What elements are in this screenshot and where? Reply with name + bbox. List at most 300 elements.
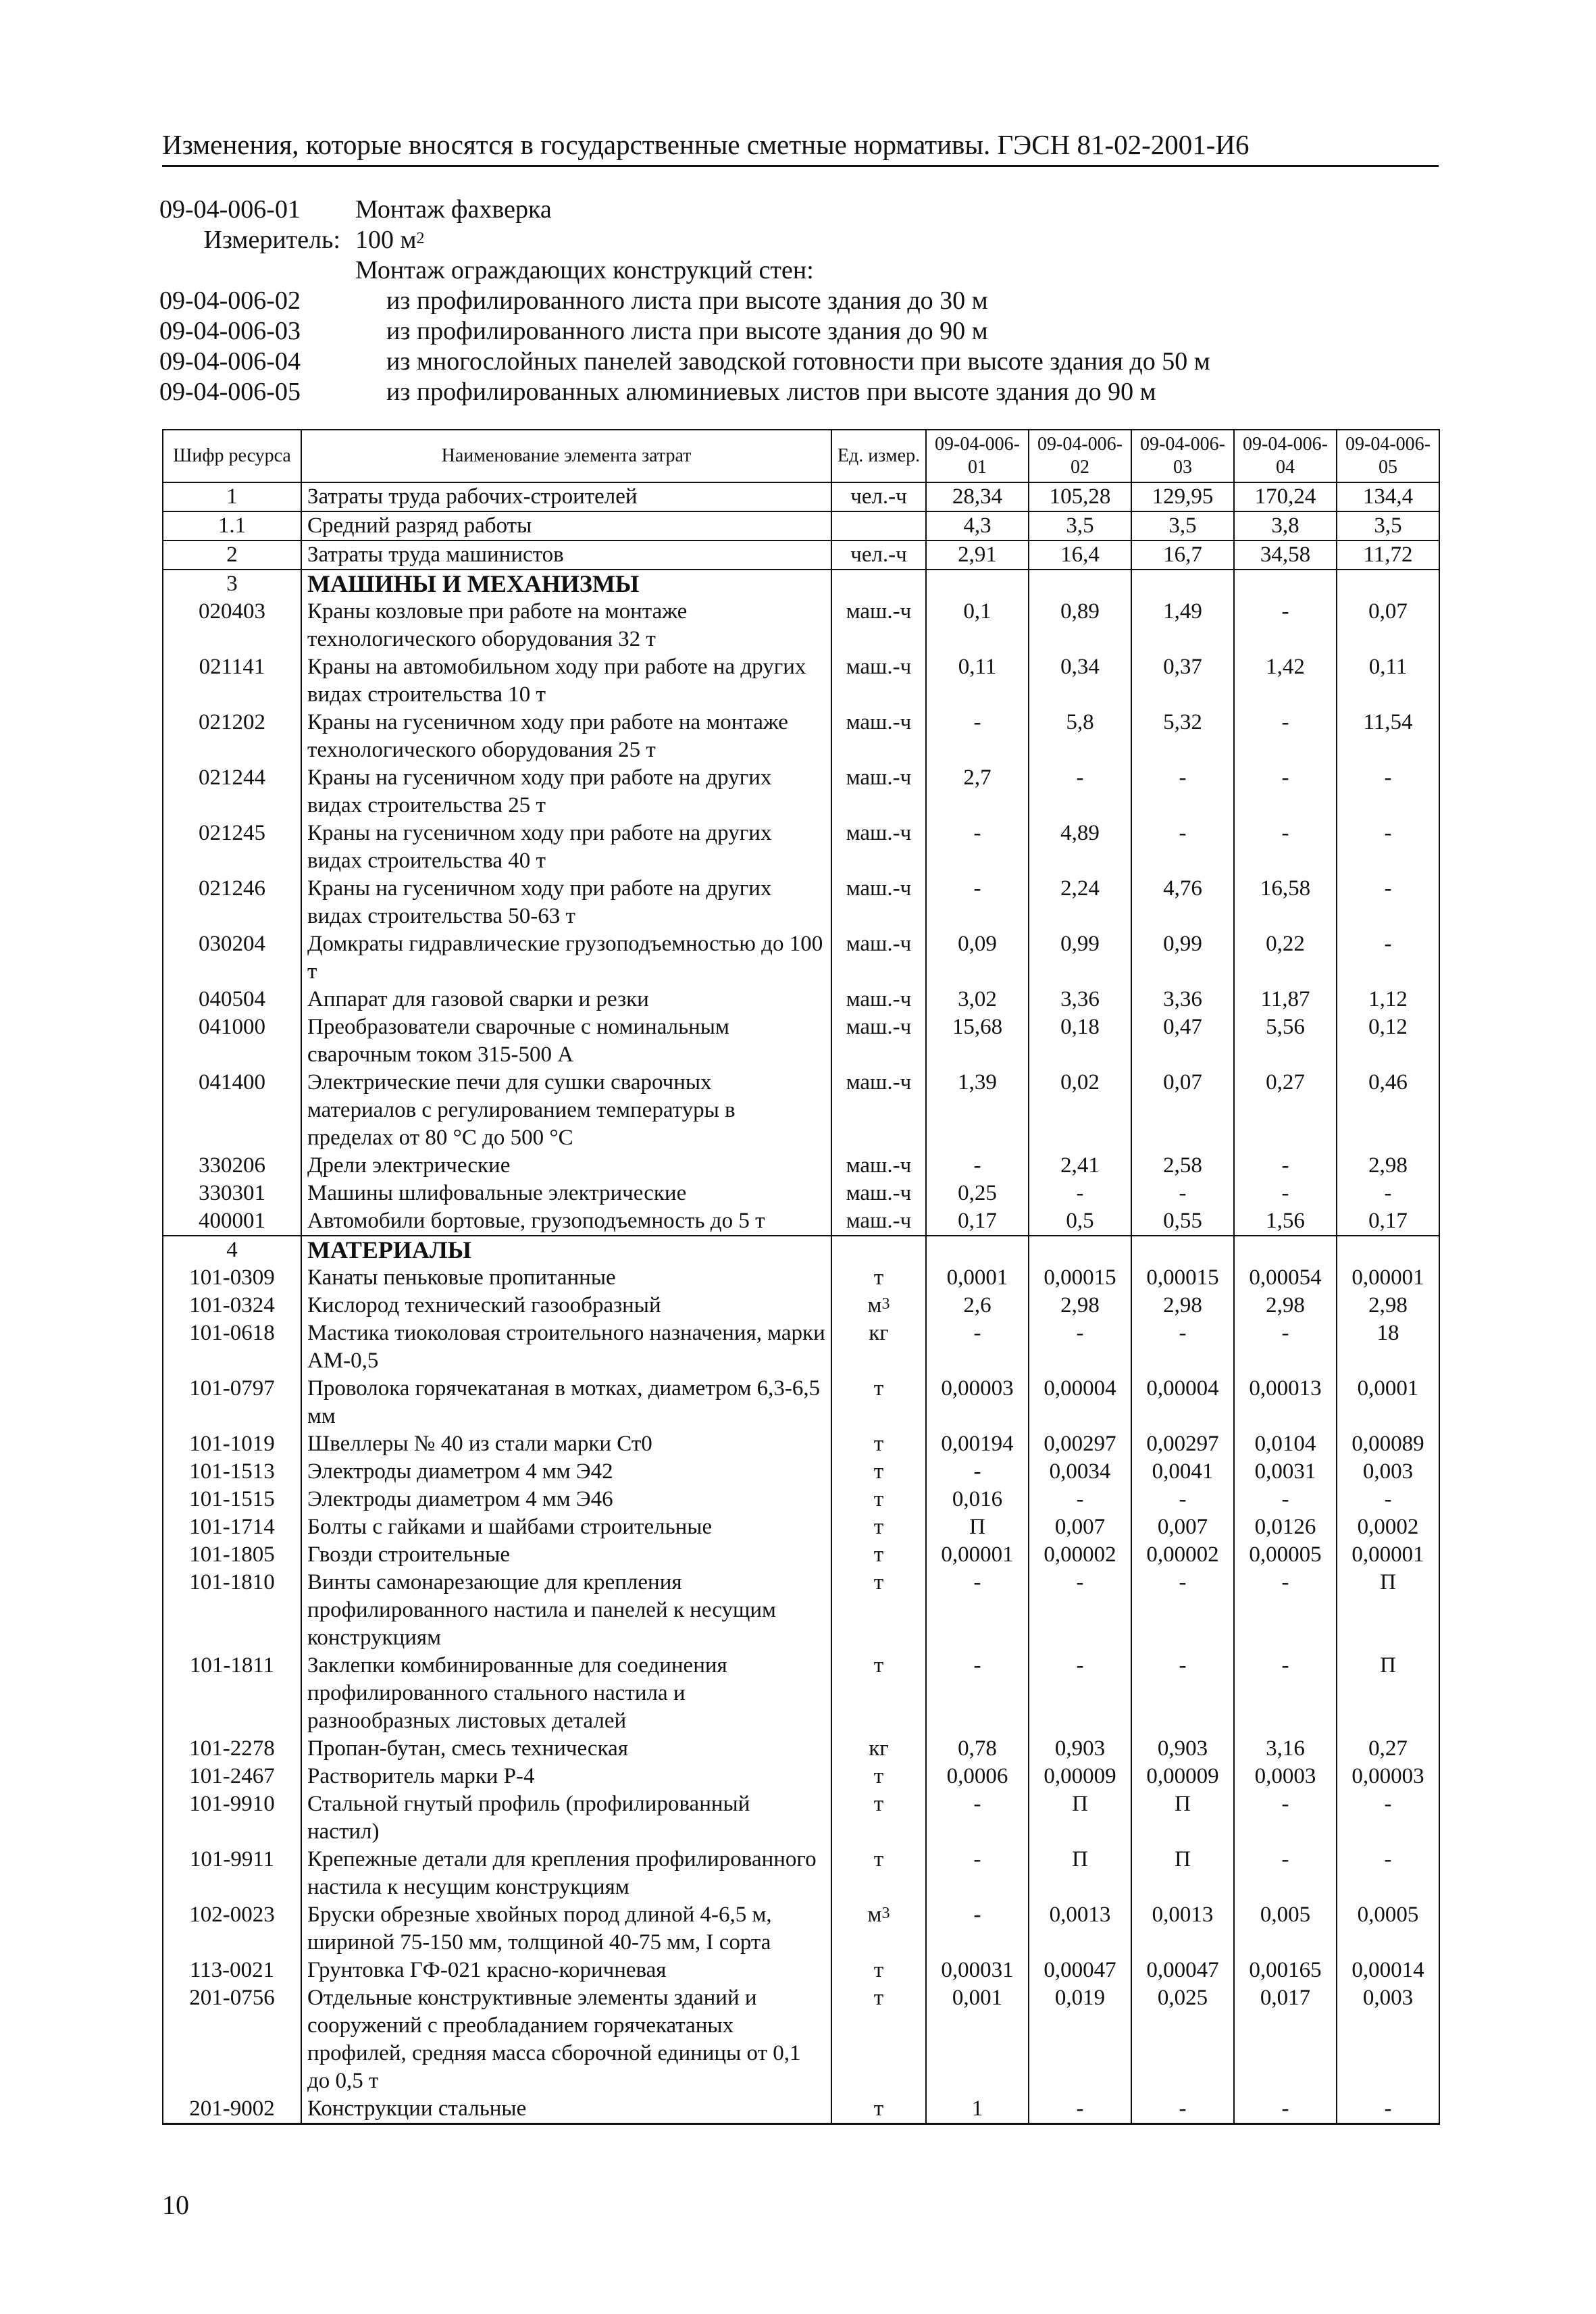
cell-value: 2,98 <box>1131 1292 1234 1319</box>
cell-name: Крепежные детали для крепления профилированного настила к несущим конструкциям <box>301 1846 831 1901</box>
resource-table <box>162 429 1440 2125</box>
cell-value: 5,32 <box>1131 709 1234 764</box>
cell-value: - <box>1131 764 1234 820</box>
cell-value: 0,025 <box>1131 1984 1234 2095</box>
cell-value: 0,003 <box>1337 1984 1439 2095</box>
cell-unit-text: маш.-ч <box>846 1209 912 1233</box>
cell-value: - <box>1337 2095 1439 2124</box>
cell-value: 0,00013 <box>1234 1375 1337 1430</box>
cell-value: - <box>1337 930 1439 986</box>
cell-value: 4,89 <box>1029 820 1131 875</box>
cell-value: 2,24 <box>1029 875 1131 930</box>
cell-name: Канаты пеньковые пропитанные <box>301 1264 831 1292</box>
cell-value: 3,02 <box>926 986 1029 1013</box>
cell-code: 021141 <box>163 653 301 709</box>
cell-value <box>1337 1236 1439 1264</box>
table-row <box>163 820 1439 875</box>
cell-value: - <box>926 1652 1029 1735</box>
cell-code: 3 <box>163 570 301 598</box>
cell-value: 0,22 <box>1234 930 1337 986</box>
cell-value: 0,0006 <box>926 1763 1029 1790</box>
cell-value: 0,89 <box>1029 598 1131 653</box>
cell-name: Краны на автомобильном ходу при работе на других видах строительства 10 т <box>301 653 831 709</box>
cell-code: 2 <box>163 540 301 570</box>
cell-value: 0,00001 <box>926 1541 1029 1569</box>
cell-value: 0,34 <box>1029 653 1131 709</box>
cell-code: 101-9911 <box>163 1846 301 1901</box>
cell-unit <box>831 1486 926 1513</box>
cell-value: П <box>1029 1790 1131 1846</box>
cell-unit-text: маш.-ч <box>846 710 912 734</box>
cell-value: 1,39 <box>926 1069 1029 1152</box>
table-row <box>163 1207 1439 1236</box>
table-row <box>163 1957 1439 1984</box>
cell-code: 101-2467 <box>163 1763 301 1790</box>
cell-unit <box>831 1236 926 1264</box>
cell-value: 3,36 <box>1029 986 1131 1013</box>
cell-value: 0,903 <box>1131 1735 1234 1763</box>
cell-value <box>926 570 1029 598</box>
cell-value: 0,17 <box>1337 1207 1439 1236</box>
cell-name: Краны на гусеничном ходу при работе на монтаже технологического оборудования 25 т <box>301 709 831 764</box>
cell-code: 330301 <box>163 1180 301 1207</box>
table-row <box>163 1763 1439 1790</box>
cell-unit-text: т <box>873 1653 884 1678</box>
cell-value: 16,58 <box>1234 875 1337 930</box>
cell-value: 0,0041 <box>1131 1458 1234 1486</box>
cell-name: Домкраты гидравлические грузоподъемностью до 100 т <box>301 930 831 986</box>
cell-value: 0,0031 <box>1234 1458 1337 1486</box>
cell-value: 0,99 <box>1029 930 1131 986</box>
cell-unit <box>831 1513 926 1541</box>
cell-unit-text: т <box>873 1847 884 1871</box>
cell-value: 1,49 <box>1131 598 1234 653</box>
cell-unit <box>831 764 926 820</box>
cell-unit <box>831 540 926 570</box>
cell-name: Автомобили бортовые, грузоподъемность до 5 т <box>301 1207 831 1236</box>
table-row <box>163 709 1439 764</box>
table-body <box>163 482 1439 2124</box>
header-col-3: 09-04-006-03 <box>1131 430 1234 482</box>
cell-value: 170,24 <box>1234 482 1337 511</box>
cell-value: 0,0104 <box>1234 1430 1337 1458</box>
cell-unit <box>831 820 926 875</box>
cell-value: - <box>926 1152 1029 1180</box>
cell-value: - <box>926 1846 1029 1901</box>
cell-value: 2,41 <box>1029 1152 1131 1180</box>
cell-value: 0,0001 <box>1337 1375 1439 1430</box>
cell-value: - <box>926 709 1029 764</box>
cell-value: - <box>1337 875 1439 930</box>
cell-code: 330206 <box>163 1152 301 1180</box>
cell-name: Краны на гусеничном ходу при работе на других видах строительства 25 т <box>301 764 831 820</box>
cell-value: - <box>1234 1486 1337 1513</box>
measure-value <box>355 225 425 255</box>
table-row <box>163 1375 1439 1430</box>
cell-value: - <box>1029 2095 1131 2124</box>
header-col-1: 09-04-006-01 <box>926 430 1029 482</box>
table-row <box>163 540 1439 570</box>
cell-unit <box>831 1375 926 1430</box>
cell-name: Швеллеры № 40 из стали марки Ст0 <box>301 1430 831 1458</box>
cell-value: - <box>926 875 1029 930</box>
cell-value: 2,98 <box>1234 1292 1337 1319</box>
cell-value: 134,4 <box>1337 482 1439 511</box>
cell-value: 2,6 <box>926 1292 1029 1319</box>
cell-value: 2,58 <box>1131 1152 1234 1180</box>
cell-name: Конструкции стальные <box>301 2095 831 2124</box>
cell-value: 3,5 <box>1029 511 1131 540</box>
cell-unit-text: кг <box>869 1736 889 1761</box>
cell-value: 0,007 <box>1029 1513 1131 1541</box>
intro-measure-row <box>159 225 1443 255</box>
cell-unit <box>831 1292 926 1319</box>
cell-code: 101-9910 <box>163 1790 301 1846</box>
cell-value: - <box>1234 1790 1337 1846</box>
cell-value: 0,00089 <box>1337 1430 1439 1458</box>
cell-unit <box>831 1264 926 1292</box>
cell-value <box>1234 1236 1337 1264</box>
cell-name: Краны на гусеничном ходу при работе на других видах строительства 50-63 т <box>301 875 831 930</box>
cell-value: - <box>1234 598 1337 653</box>
cell-unit <box>831 1569 926 1652</box>
cell-value: - <box>1029 1486 1131 1513</box>
cell-value: 0,0126 <box>1234 1513 1337 1541</box>
cell-unit <box>831 986 926 1013</box>
cell-value: 0,00047 <box>1029 1957 1131 1984</box>
table-row <box>163 1069 1439 1152</box>
cell-code: 101-1805 <box>163 1541 301 1569</box>
cell-name: Преобразователи сварочные с номинальным сварочным током 315-500 А <box>301 1013 831 1069</box>
cell-unit-text: маш.-ч <box>846 655 912 679</box>
table-row <box>163 1735 1439 1763</box>
cell-value: 0,18 <box>1029 1013 1131 1069</box>
cell-code: 021244 <box>163 764 301 820</box>
cell-value: 0,27 <box>1234 1069 1337 1152</box>
cell-value: 0,00001 <box>1337 1541 1439 1569</box>
cell-value: - <box>926 1458 1029 1486</box>
cell-value: 4,3 <box>926 511 1029 540</box>
cell-name: Грунтовка ГФ-021 красно-коричневая <box>301 1957 831 1984</box>
cell-code: 101-2278 <box>163 1735 301 1763</box>
cell-unit <box>831 1430 926 1458</box>
intro-item-text: из многослойных панелей заводской готовности при высоте здания до 50 м <box>386 347 1210 376</box>
cell-unit-text: маш.-ч <box>846 932 912 956</box>
cell-unit <box>831 1013 926 1069</box>
cell-value: 0,00004 <box>1029 1375 1131 1430</box>
measure-value-text: 100 м <box>355 226 417 254</box>
cell-unit-text: маш.-ч <box>846 987 912 1011</box>
cell-value: 16,4 <box>1029 540 1131 570</box>
cell-code: 020403 <box>163 598 301 653</box>
cell-value: 3,5 <box>1337 511 1439 540</box>
cell-value: - <box>1234 1652 1337 1735</box>
table-section-row <box>163 570 1439 598</box>
cell-value: - <box>926 1319 1029 1375</box>
cell-value: - <box>1337 1846 1439 1901</box>
intro-item-code: 09-04-006-05 <box>159 378 301 406</box>
cell-unit <box>831 709 926 764</box>
intro-item-text: из профилированного листа при высоте здания до 90 м <box>386 317 988 345</box>
cell-unit-text: т <box>873 1376 884 1401</box>
cell-value: 0,0002 <box>1337 1513 1439 1541</box>
cell-unit-text: т <box>873 1542 884 1567</box>
cell-value: - <box>1131 820 1234 875</box>
cell-code: 101-0618 <box>163 1319 301 1375</box>
cell-value: П <box>1337 1652 1439 1735</box>
cell-value: 0,00003 <box>926 1375 1029 1430</box>
cell-value: 0,017 <box>1234 1984 1337 2095</box>
cell-unit-text: т <box>873 1570 884 1594</box>
intro-item <box>159 377 1443 407</box>
cell-unit <box>831 598 926 653</box>
cell-value: 0,0013 <box>1029 1901 1131 1957</box>
cell-unit <box>831 1790 926 1846</box>
cell-value: 0,007 <box>1131 1513 1234 1541</box>
cell-code: 101-1714 <box>163 1513 301 1541</box>
cell-value: - <box>926 1790 1029 1846</box>
cell-name: Машины шлифовальные электрические <box>301 1180 831 1207</box>
cell-name: Кислород технический газообразный <box>301 1292 831 1319</box>
cell-value: 0,00015 <box>1131 1264 1234 1292</box>
table-row <box>163 1319 1439 1375</box>
cell-value: 0,17 <box>926 1207 1029 1236</box>
cell-name: Затраты труда машинистов <box>301 540 831 570</box>
cell-value: 2,98 <box>1337 1152 1439 1180</box>
table-row <box>163 1984 1439 2095</box>
cell-value: 0,99 <box>1131 930 1234 986</box>
cell-value: 2,98 <box>1029 1292 1131 1319</box>
cell-value: - <box>1234 709 1337 764</box>
table-row <box>163 1430 1439 1458</box>
cell-value: 0,00002 <box>1131 1541 1234 1569</box>
cell-unit-text: маш.-ч <box>846 821 912 845</box>
cell-name: Электроды диаметром 4 мм Э46 <box>301 1486 831 1513</box>
cell-code: 201-0756 <box>163 1984 301 2095</box>
cell-code: 101-1513 <box>163 1458 301 1486</box>
table-row <box>163 1569 1439 1652</box>
cell-value <box>1337 570 1439 598</box>
cell-unit-sup: 3 <box>881 1295 890 1313</box>
page-header: Изменения, которые вносятся в государственные сметные нормативы. ГЭСН 81-02-2001-И6 <box>162 128 1439 167</box>
cell-value: 0,00005 <box>1234 1541 1337 1569</box>
cell-unit <box>831 1458 926 1486</box>
cell-value: - <box>926 820 1029 875</box>
cell-code: 021202 <box>163 709 301 764</box>
cell-code: 102-0023 <box>163 1901 301 1957</box>
cell-value: 0,00031 <box>926 1957 1029 1984</box>
cell-value: 0,00165 <box>1234 1957 1337 1984</box>
header-name: Наименование элемента затрат <box>301 430 831 482</box>
cell-value: 15,68 <box>926 1013 1029 1069</box>
cell-code: 101-1811 <box>163 1652 301 1735</box>
cell-code: 400001 <box>163 1207 301 1236</box>
cell-unit-text: т <box>873 1958 884 1982</box>
cell-code: 101-1019 <box>163 1430 301 1458</box>
cell-value: 0,25 <box>926 1180 1029 1207</box>
table-row <box>163 1901 1439 1957</box>
cell-value: 2,98 <box>1337 1292 1439 1319</box>
table-section-row <box>163 1236 1439 1264</box>
cell-code: 4 <box>163 1236 301 1264</box>
cell-value: 11,54 <box>1337 709 1439 764</box>
cell-value: - <box>1234 1319 1337 1375</box>
cell-value: - <box>1234 1569 1337 1652</box>
cell-value: - <box>1337 1486 1439 1513</box>
cell-unit <box>831 1984 926 2095</box>
cell-value: 0,005 <box>1234 1901 1337 1957</box>
cell-value: 0,09 <box>926 930 1029 986</box>
cell-name: Бруски обрезные хвойных пород длиной 4-6,5 м, шириной 75-150 мм, толщиной 40-75 мм, I сорта <box>301 1901 831 1957</box>
cell-value: 0,27 <box>1337 1735 1439 1763</box>
intro-item <box>159 286 1443 316</box>
cell-value: 0,37 <box>1131 653 1234 709</box>
cell-unit <box>831 1541 926 1569</box>
cell-value: - <box>1131 1569 1234 1652</box>
table-row <box>163 1152 1439 1180</box>
cell-value: 5,8 <box>1029 709 1131 764</box>
table-row <box>163 653 1439 709</box>
cell-unit-text: маш.-ч <box>846 1015 912 1039</box>
cell-value: 0,00297 <box>1131 1430 1234 1458</box>
cell-code: 101-0797 <box>163 1375 301 1430</box>
cell-value: 5,56 <box>1234 1013 1337 1069</box>
cell-unit <box>831 570 926 598</box>
cell-value: - <box>1029 1180 1131 1207</box>
cell-value: 0,0003 <box>1234 1763 1337 1790</box>
cell-value: 2,91 <box>926 540 1029 570</box>
header-code: Шифр ресурса <box>163 430 301 482</box>
cell-value: 0,1 <box>926 598 1029 653</box>
cell-name: Краны на гусеничном ходу при работе на других видах строительства 40 т <box>301 820 831 875</box>
table-row <box>163 1790 1439 1846</box>
cell-value: 1,56 <box>1234 1207 1337 1236</box>
cell-value: 11,87 <box>1234 986 1337 1013</box>
cell-value: 34,58 <box>1234 540 1337 570</box>
norm-intro <box>159 195 1443 407</box>
cell-value: - <box>1337 820 1439 875</box>
cell-name: Винты самонарезающие для крепления профилированного настила и панелей к несущим конструкциям <box>301 1569 831 1652</box>
cell-unit-text: маш.-ч <box>846 765 912 790</box>
cell-value: 0,00054 <box>1234 1264 1337 1292</box>
cell-value: П <box>1029 1846 1131 1901</box>
cell-value: 3,36 <box>1131 986 1234 1013</box>
intro-item-code: 09-04-006-04 <box>159 347 301 376</box>
intro-main-row <box>159 195 1443 225</box>
cell-name: Стальной гнутый профиль (профилированный настил) <box>301 1790 831 1846</box>
cell-value <box>1029 570 1131 598</box>
cell-value: 28,34 <box>926 482 1029 511</box>
cell-value: 0,903 <box>1029 1735 1131 1763</box>
cell-unit <box>831 930 926 986</box>
cell-value: 18 <box>1337 1319 1439 1375</box>
cell-unit <box>831 1652 926 1735</box>
group-title: Монтаж ограждающих конструкций стен: <box>355 256 814 284</box>
cell-value: - <box>1131 2095 1234 2124</box>
section-title: МАШИНЫ И МЕХАНИЗМЫ <box>301 570 831 598</box>
intro-item <box>159 316 1443 347</box>
cell-unit <box>831 1319 926 1375</box>
table-row <box>163 1486 1439 1513</box>
cell-value: 0,47 <box>1131 1013 1234 1069</box>
cell-value: 129,95 <box>1131 482 1234 511</box>
cell-unit-text: м <box>867 1903 882 1927</box>
cell-value: - <box>1131 1180 1234 1207</box>
cell-unit-text: маш.-ч <box>846 1153 912 1178</box>
table-row <box>163 1846 1439 1901</box>
cell-unit <box>831 1763 926 1790</box>
cell-code: 041400 <box>163 1069 301 1152</box>
cell-value: - <box>1029 1652 1131 1735</box>
cell-value: 0,0001 <box>926 1264 1029 1292</box>
cell-code: 040504 <box>163 986 301 1013</box>
cell-name: Краны козловые при работе на монтаже технологического оборудования 32 т <box>301 598 831 653</box>
cell-value: 3,16 <box>1234 1735 1337 1763</box>
cell-unit <box>831 1069 926 1152</box>
cell-unit-text: маш.-ч <box>846 1070 912 1095</box>
cell-unit <box>831 1152 926 1180</box>
cell-value: 4,76 <box>1131 875 1234 930</box>
cell-name: Электроды диаметром 4 мм Э42 <box>301 1458 831 1486</box>
cell-name: Средний разряд работы <box>301 511 831 540</box>
cell-code: 041000 <box>163 1013 301 1069</box>
cell-value: 0,55 <box>1131 1207 1234 1236</box>
cell-code: 101-1810 <box>163 1569 301 1652</box>
cell-unit-text: т <box>873 1432 884 1456</box>
measure-sup: 2 <box>416 230 425 247</box>
cell-name: Пропан-бутан, смесь техническая <box>301 1735 831 1763</box>
cell-name: Дрели электрические <box>301 1152 831 1180</box>
cell-value: П <box>926 1513 1029 1541</box>
cell-value: 0,00003 <box>1337 1763 1439 1790</box>
cell-value: - <box>1234 1846 1337 1901</box>
cell-name: Мастика тиоколовая строительного назначения, марки АМ-0,5 <box>301 1319 831 1375</box>
cell-unit <box>831 1901 926 1957</box>
table-row <box>163 986 1439 1013</box>
cell-unit-text: т <box>873 2096 884 2121</box>
cell-value: - <box>1234 764 1337 820</box>
intro-item-code: 09-04-006-03 <box>159 317 301 345</box>
cell-unit <box>831 1735 926 1763</box>
cell-code: 101-0309 <box>163 1264 301 1292</box>
cell-code: 101-1515 <box>163 1486 301 1513</box>
intro-items <box>159 286 1443 407</box>
cell-code: 021246 <box>163 875 301 930</box>
table-row <box>163 482 1439 511</box>
table-row <box>163 1292 1439 1319</box>
cell-value: 0,0005 <box>1337 1901 1439 1957</box>
cell-unit-text: кг <box>869 1321 889 1345</box>
cell-value: 0,00002 <box>1029 1541 1131 1569</box>
cell-value <box>1131 570 1234 598</box>
cell-unit <box>831 653 926 709</box>
cell-value: - <box>1337 764 1439 820</box>
cell-code: 021245 <box>163 820 301 875</box>
cell-value: 1 <box>926 2095 1029 2124</box>
intro-item-text: из профилированных алюминиевых листов при высоте здания до 90 м <box>386 378 1156 406</box>
cell-code: 030204 <box>163 930 301 986</box>
cell-value: 0,00009 <box>1131 1763 1234 1790</box>
cell-unit-text: т <box>873 1487 884 1511</box>
cell-unit <box>831 1957 926 1984</box>
cell-value <box>926 1236 1029 1264</box>
page-number: 10 <box>162 2190 189 2220</box>
cell-value: - <box>1029 1319 1131 1375</box>
intro-item-code: 09-04-006-02 <box>159 286 301 315</box>
cell-name: Заклепки комбинированные для соединения профилированного стального настила и разнообразных листовых деталей <box>301 1652 831 1735</box>
cell-unit-text: маш.-ч <box>846 876 912 901</box>
cell-unit-text: т <box>873 1515 884 1539</box>
